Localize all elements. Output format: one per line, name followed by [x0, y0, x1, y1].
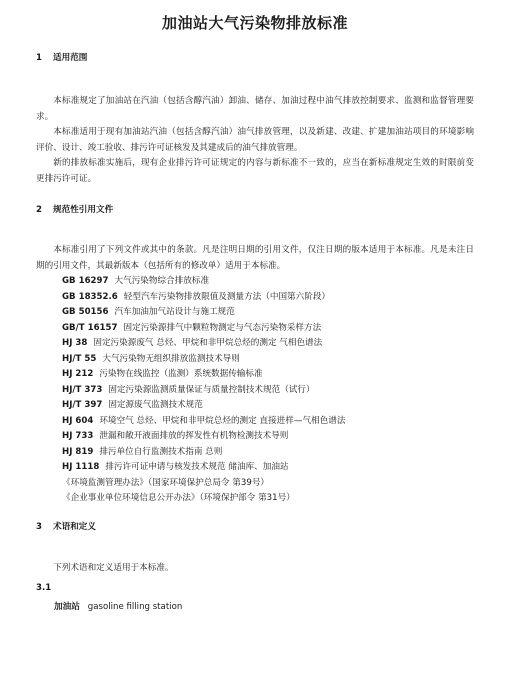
reference-item: [36, 476, 474, 492]
paragraph: 下列术语和定义适用于本标准。: [53, 562, 174, 573]
reference-item: [36, 305, 474, 321]
term-chinese: 加油站: [54, 602, 80, 612]
reference-title: 固定源废气监测技术规范: [108, 400, 203, 410]
reference-title: 大气污染物无组织排放监测技术导则: [102, 353, 240, 364]
section-3-heading: [36, 521, 474, 533]
section-number: 2: [36, 205, 42, 215]
reference-code: GB/T 16157: [62, 322, 118, 333]
reference-code: HJ/T 397: [62, 400, 103, 410]
reference-item: [36, 414, 474, 430]
reference-item: [36, 367, 474, 383]
reference-item: [36, 336, 474, 352]
section-2-heading: [36, 204, 474, 216]
reference-title: 固定污染源监测质量保证与质量控制技术规范（试行）: [108, 384, 315, 395]
section-title: 术语和定义: [53, 521, 96, 532]
reference-code: HJ/T 373: [62, 384, 103, 395]
term-english: gasoline filling station: [87, 602, 183, 612]
reference-code: HJ 38: [62, 338, 88, 348]
reference-code: GB 16297: [62, 276, 109, 286]
reference-item: [36, 460, 474, 476]
reference-title: 固定污染源排气中颗粒物测定与气态污染物采样方法: [123, 322, 322, 333]
reference-title: 轻型汽车污染物排放限值及测量方法（中国第六阶段）: [123, 291, 331, 302]
reference-title: 污染物在线监控（监测）系统数据传输标准: [99, 369, 263, 379]
reference-code: HJ 604: [62, 415, 94, 426]
reference-item: [36, 274, 474, 290]
reference-title: 大气污染物综合排放标准: [114, 276, 210, 286]
paragraph: 新的排放标准实施后，现有企业排污许可证规定的内容与新标准不一致的，应当在新标准规定生效的时限前变更排污许可证。: [36, 158, 474, 184]
term-definition: [36, 600, 474, 614]
reference-title: 环境空气 总烃、甲烷和非甲烷总烃的测定 直接进样—气相色谱法: [99, 415, 346, 426]
reference-item: [36, 491, 474, 507]
section-number: 3: [36, 521, 42, 532]
reference-code: HJ 212: [62, 369, 94, 379]
section-1-heading: [36, 52, 474, 64]
reference-code: HJ/T 55: [62, 353, 97, 364]
section-number: 1: [36, 53, 42, 63]
reference-code: GB 50156: [62, 307, 109, 317]
subsection-number: 3.1: [36, 583, 52, 593]
reference-code: HJ 733: [62, 431, 94, 441]
reference-title: 排污单位自行监测技术指南 总则: [99, 446, 223, 457]
reference-list: [36, 274, 474, 507]
reference-item: [36, 445, 474, 461]
section-title: 规范性引用文件: [53, 205, 114, 215]
reference-code: GB 18352.6: [62, 291, 118, 302]
reference-title: 泄漏和敞开液面排放的挥发性有机物检测技术导则: [99, 431, 289, 441]
reference-code: HJ 1118: [62, 462, 100, 472]
reference-item: [36, 321, 474, 337]
reference-code: HJ 819: [62, 446, 94, 457]
section-title: 适用范围: [53, 53, 88, 63]
reference-item: [36, 383, 474, 399]
reference-title: 排污许可证申请与核发技术规范 储油库、加油站: [105, 462, 289, 472]
reference-title: 固定污染源废气 总烃、甲烷和非甲烷总烃的测定 气相色谱法: [93, 338, 323, 348]
document-title: 加油站大气污染物排放标准: [161, 14, 348, 32]
reference-item: [36, 352, 474, 368]
reference-item: [36, 429, 474, 445]
paragraph: 本标准适用于现有加油站汽油（包括含醇汽油）油气排放管理，以及新建、改建、扩建加油站项目的环境影响评价、设计、竣工验收、排污许可证核发及其建成后的油气排放管理。: [36, 127, 474, 153]
reference-title: 《企业事业单位环境信息公开办法》（环境保护部令 第31号）: [62, 493, 295, 503]
reference-item: [36, 290, 474, 306]
reference-title: 《环境监测管理办法》（国家环境保护总局令 第39号）: [62, 477, 270, 488]
paragraph: 本标准规定了加油站在汽油（包括含醇汽油）卸油、储存、加油过程中油气排放控制要求、监测和监督管理要求。: [36, 96, 474, 122]
reference-item: [36, 398, 474, 414]
reference-title: 汽车加油加气站设计与施工规范: [114, 307, 235, 317]
paragraph: 本标准引用了下列文件或其中的条款。凡是注明日期的引用文件，仅注日期的版本适用于本标准。凡是未注日期的引用文件，其最新版本（包括所有的修改单）适用于本标准。: [36, 245, 474, 271]
